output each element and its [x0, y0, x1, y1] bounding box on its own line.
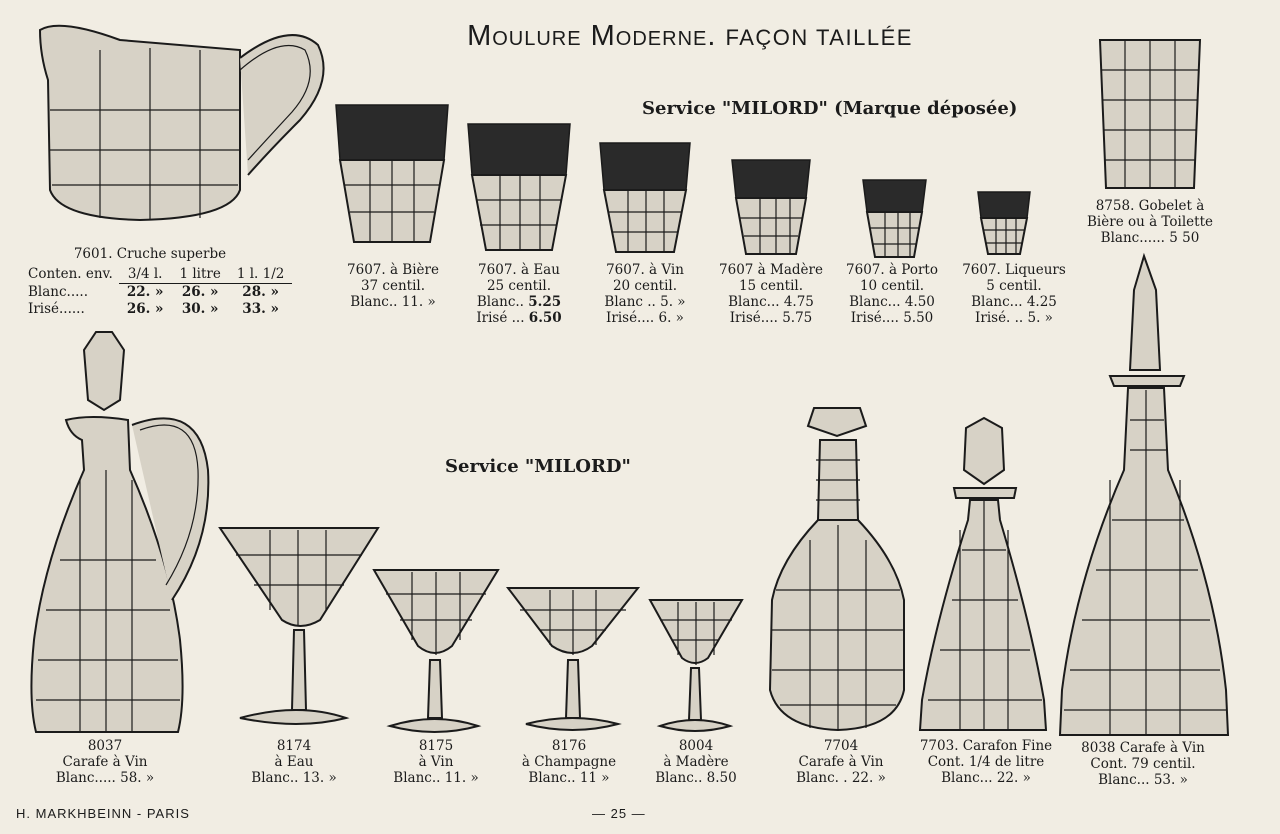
caption-8175: 8175 à Vin Blanc.. 11. » [393, 738, 479, 786]
caption-7601: 7601. Cruche superbe [73, 246, 227, 262]
caption-7607-liqueurs: 7607. Liqueurs 5 centil. Blanc... 4.25 Irisé. .. 5. » [962, 262, 1066, 326]
page-title: Moulure Moderne. FAÇON TAILLÉE [467, 20, 913, 52]
caption-8038: 8038 Carafe à Vin Cont. 79 centil. Blanc... 53. » [1081, 740, 1205, 788]
caption-7607-madere: 7607 à Madère 15 centil. Blanc... 4.75 Irisé.... 5.75 [719, 262, 823, 326]
stemglass-8175-image [374, 570, 498, 732]
caption-7703: 7703. Carafon Fine Cont. 1/4 de litre Blanc... 22. » [919, 738, 1053, 786]
stemglass-8176-image [508, 588, 638, 730]
caption-8758: 8758. Gobelet à Bière ou à Toilette Blanc...... 5 50 [1087, 198, 1213, 246]
pitcher-7601-image [40, 26, 324, 220]
stemglass-8174-image [220, 528, 378, 724]
price-table-7601: Conten. env. 3/4 l. 1 litre 1 l. 1/2 Blanc..... 22. » 26. » 28. » Irisé...... 26. » 30. » 33. » [28, 266, 292, 318]
caption-8037: 8037 Carafe à Vin Blanc..... 58. » [55, 738, 155, 786]
carafe-8038-image [1060, 256, 1228, 735]
tumbler-7607-liqueurs-image [978, 192, 1030, 254]
caption-8176: 8176 à Champagne Blanc.. 11 » [521, 738, 617, 786]
caption-7607-vin: 7607. à Vin 20 centil. Blanc .. 5. » Irisé.... 6. » [604, 262, 686, 326]
caption-8174: 8174 à Eau Blanc.. 13. » [251, 738, 337, 786]
contents-label: Conten. env. [28, 266, 113, 283]
page-number: — 25 — [592, 806, 646, 821]
tumbler-7607-eau-image [468, 124, 570, 250]
decanter-7704-image [770, 408, 904, 730]
caption-7607-biere: 7607. à Bière 37 centil. Blanc.. 11. » [347, 262, 439, 310]
stemglass-8004-image [650, 600, 742, 731]
tumbler-7607-porto-image [863, 180, 926, 257]
caption-7607-eau: 7607. à Eau 25 centil. Blanc.. 5.25 Irisé ... 6.50 [476, 262, 562, 326]
gobelet-8758-image [1100, 40, 1200, 188]
carafe-8037-image [31, 332, 208, 732]
caption-7704: 7704 Carafe à Vin Blanc. . 22. » [796, 738, 886, 786]
service-heading-top: Service "MILORD" (Marque déposée) [642, 98, 1018, 119]
caption-8004: 8004 à Madère Blanc.. 8.50 [655, 738, 737, 786]
tumbler-7607-vin-image [600, 143, 690, 252]
tumbler-7607-biere-image [336, 105, 448, 242]
tumbler-7607-madere-image [732, 160, 810, 254]
caption-7607-porto: 7607. à Porto 10 centil. Blanc... 4.50 Irisé.... 5.50 [846, 262, 938, 326]
carafon-7703-image [920, 418, 1046, 730]
service-heading-mid: Service "MILORD" [445, 456, 631, 477]
publisher-footer: H. MARKHBEINN - PARIS [16, 806, 190, 821]
